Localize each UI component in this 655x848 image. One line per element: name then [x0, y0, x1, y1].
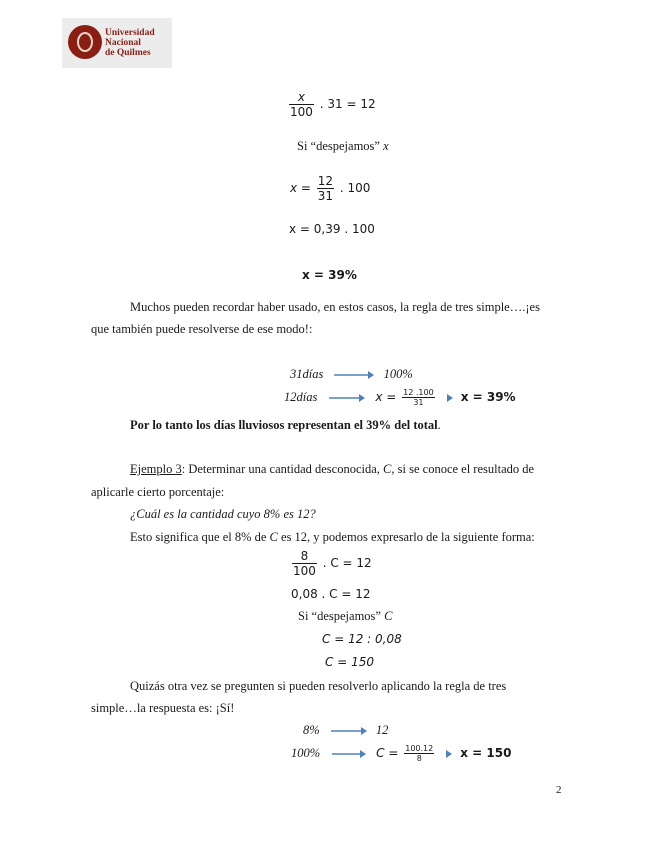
despejamos-text: Si “despejamos”: [298, 609, 385, 623]
arrow-icon: [329, 393, 365, 403]
arrow-icon: [332, 749, 366, 759]
meaning: [130, 530, 535, 545]
fraction-denominator: 100: [290, 105, 313, 119]
meaning-text2: es 12, y podemos expresarlo de la siguiente forma:: [277, 530, 535, 544]
fraction-numerator: 8: [300, 549, 309, 563]
fraction-numerator: 12 .100: [403, 388, 434, 397]
equation-7: C = 12 : 0,08: [322, 632, 402, 646]
conclusion: [130, 418, 441, 433]
paragraph2-line-1: Quizás otra vez se pregunten si pueden resolverlo aplicando la regla de tres: [130, 679, 507, 693]
meaning-text1: Esto significa que el 8% de: [130, 530, 270, 544]
logo-line-2: Nacional: [105, 38, 141, 48]
logo-line-3: de Quilmes: [105, 48, 151, 58]
equation-2: [290, 174, 370, 203]
rule1-row1: [290, 367, 413, 382]
example-text2: , si se conoce el resultado de: [391, 462, 535, 476]
meaning-var: C: [269, 530, 278, 544]
rule2-row2: [291, 744, 511, 763]
example-text1: : Determinar una cantidad desconocida,: [181, 462, 384, 476]
fraction-numerator: 100.12: [405, 744, 434, 753]
arrow-icon: [334, 370, 374, 380]
rule1-x: x =: [375, 390, 401, 405]
equation-lhs: x =: [290, 181, 315, 195]
equation-8: C = 150: [325, 655, 374, 669]
rule1-left: 31días: [290, 367, 324, 381]
fraction-denominator: 31: [317, 189, 334, 203]
despejamos-var: x: [383, 139, 389, 153]
arrow-icon: [331, 726, 367, 736]
fraction-denominator: 100: [293, 564, 316, 578]
equation-rest: . C = 12: [322, 556, 372, 570]
fraction-denominator: 31: [402, 397, 435, 407]
example-3-line-1: [130, 462, 534, 477]
fraction-denominator: 8: [404, 753, 434, 763]
rule2-row1: [303, 723, 388, 738]
equation-3: x = 0,39 . 100: [289, 222, 375, 236]
despejamos-x: [297, 139, 389, 154]
university-logo: [62, 18, 172, 68]
conclusion-end: .: [437, 418, 441, 432]
equation-5: [290, 549, 372, 578]
example-label: Ejemplo 3: [130, 462, 182, 476]
university-seal-icon: [68, 25, 102, 59]
rule1-row2: [284, 388, 516, 407]
rule1-right: 100%: [383, 367, 413, 381]
rule2-left: 8%: [303, 723, 320, 737]
equation-6: 0,08 . C = 12: [291, 587, 371, 601]
paragraph-line-2: que también puede resolverse de ese modo!:: [91, 322, 313, 336]
paragraph2-line-2: simple…la respuesta es: ¡Sí!: [91, 701, 235, 715]
logo-wordmark: [105, 28, 155, 58]
example-var: C: [383, 462, 392, 476]
arrow-icon: [445, 393, 455, 403]
conclusion-bold: Por lo tanto los días lluviosos representan el 39% del total: [130, 418, 438, 432]
despejamos-var: C: [384, 609, 393, 623]
logo-line-1: Universidad: [105, 28, 155, 38]
arrow-icon: [444, 749, 454, 759]
rule1-row2-left: 12días: [284, 390, 318, 405]
equation-1: [287, 90, 376, 119]
question: ¿Cuál es la cantidad cuyo 8% es 12?: [130, 507, 316, 521]
page-number: 2: [556, 784, 562, 796]
despejamos-text: Si “despejamos”: [297, 139, 384, 153]
equation-4: x = 39%: [302, 268, 357, 282]
fraction-numerator: 12: [317, 174, 334, 188]
equation-rest: . 31 = 12: [319, 97, 376, 111]
example-3-line-2: aplicarle cierto porcentaje:: [91, 485, 225, 499]
equation-rest: . 100: [339, 181, 371, 195]
rule2-c: C =: [376, 746, 403, 761]
paragraph-line-1: Muchos pueden recordar haber usado, en estos casos, la regla de tres simple….¡es: [130, 300, 540, 314]
rule1-result: x = 39%: [460, 390, 516, 405]
rule2-row2-left: 100%: [291, 746, 321, 761]
rule2-right: 12: [375, 723, 389, 737]
rule2-result: x = 150: [460, 746, 512, 761]
fraction-numerator: x: [297, 90, 305, 104]
despejamos-c: [298, 609, 392, 624]
